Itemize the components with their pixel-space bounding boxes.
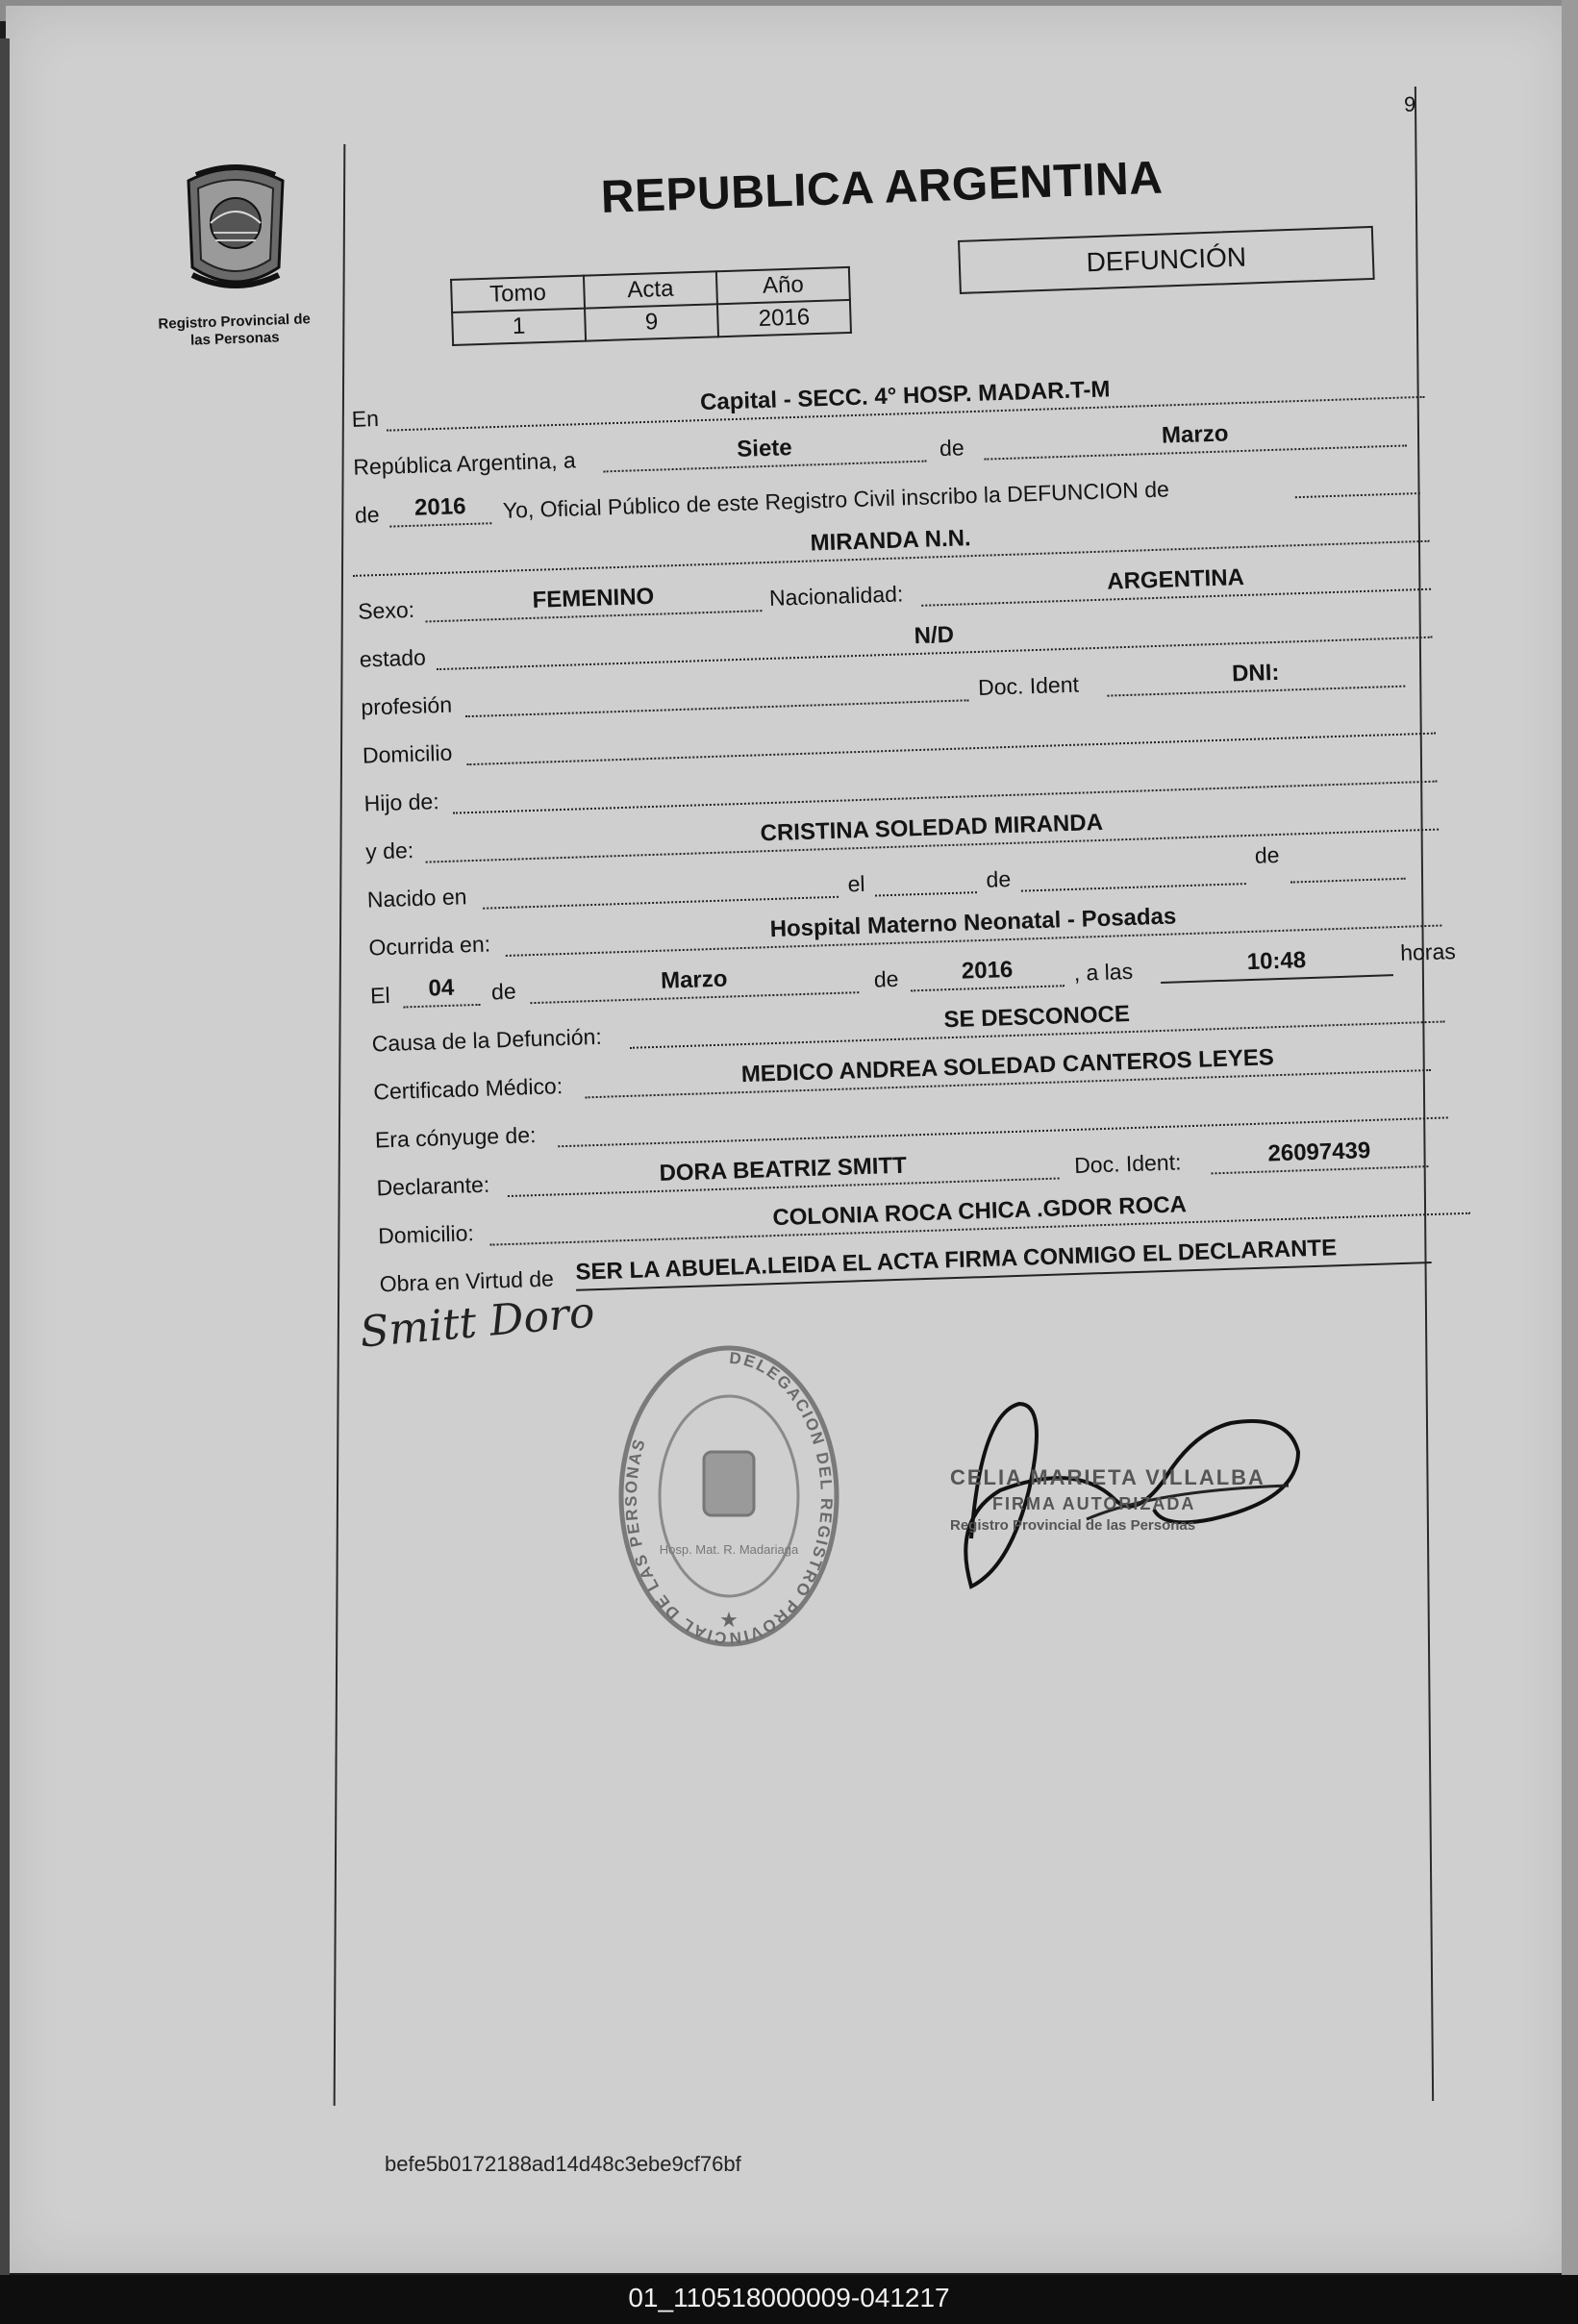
scan-left-edge [0,38,10,2279]
docident-label: Doc. Ident [977,671,1080,700]
official-signature-stamp [942,1375,1327,1606]
scan-right-edge [1562,0,1578,2279]
svg-text:★: ★ [719,1608,739,1632]
oficial-text: Yo, Oficial Público de este Registro Civil inscribo la DEFUNCION de [502,476,1170,523]
document-title: REPUBLICA ARGENTINA [600,152,1165,223]
de-label: de [939,435,965,462]
nacido-mes [1020,852,1246,892]
decl-doc-label: Doc. Ident: [1073,1149,1182,1178]
hora-value: 10:48 [1160,943,1393,984]
fecha-de2-label: de [873,965,899,992]
ocurrida-label: Ocurrida en: [368,931,491,961]
fecha-de-label: de [490,978,517,1005]
official-stamp-line2: FIRMA AUTORIZADA [992,1494,1196,1513]
causa-label: Causa de la Defunción: [371,1023,603,1057]
acta-header: Acta [584,271,717,308]
declarante-value: DORA BEATRIZ SMITT [507,1147,1060,1198]
seal-caption-line1: Registro Provincial de [158,311,312,333]
page-number: 9 [1404,92,1416,116]
de2-label: de [354,501,380,528]
hijo-label: Hijo de: [363,788,440,816]
stamp-inner-text: Hosp. Mat. R. Madariaga [659,1542,799,1557]
sexo-label: Sexo: [357,596,415,624]
profesion-value [464,668,969,717]
stamp-ring-text: DELEGACION DEL REGISTRO PROVINCIAL DE LAS PERSONAS [621,1348,837,1648]
en-label: En [351,405,380,432]
decl-domicilio-value: COLONIA ROCA CHICA .GDOR ROCA [488,1182,1470,1246]
footer-id: 01_110518000009-041217 [0,2275,1578,2324]
seal-caption [138,311,331,352]
ocurrida-value: Hospital Materno Neonatal - Posadas [505,894,1442,957]
en-value: Capital - SECC. 4° HOSP. MADAR.T-M [386,365,1425,432]
fecha-mes: Marzo [529,961,859,1004]
el-label: el [847,870,865,897]
declarante-label: Declarante: [376,1171,490,1201]
official-stamp-line1: CELIA MARIETA VILLALBA [950,1465,1265,1489]
document-hash: befe5b0172188ad14d48c3ebe9cf76bf [385,2152,741,2176]
decl-doc-value: 26097439 [1210,1135,1428,1174]
record-type-box: DEFUNCIÓN [958,226,1375,294]
nacido-de-label: de [986,865,1012,892]
anio-value: 2016 [717,300,851,337]
nacido-dia [874,861,977,896]
madre-value: CRISTINA SOLEDAD MIRANDA [425,798,1440,863]
conyuge-label: Era cónyuge de: [374,1122,537,1153]
obra-value: SER LA ABUELA.LEIDA EL ACTA FIRMA CONMIGO EL DECLARANTE [575,1231,1432,1291]
anio-header: Año [716,267,850,304]
alas-label: , a las [1073,958,1134,986]
republica-label: República Argentina, a [352,447,577,480]
fecha-dia: 04 [402,973,480,1009]
official-stamp-line3: Registro Provincial de las Personas [950,1517,1196,1534]
estado-value: N/D [436,606,1433,670]
oficial-blank [1294,462,1420,498]
anio-value: 2016 [388,491,491,527]
seal-caption-line2: las Personas [189,329,280,349]
sexo-value: FEMENINO [425,579,763,622]
register-table [450,266,852,346]
nacionalidad-label: Nacionalidad: [768,581,904,611]
decl-domicilio-label: Domicilio: [377,1220,475,1249]
tomo-header: Tomo [451,276,585,312]
yde-label: y de: [364,837,414,864]
nacionalidad-value: ARGENTINA [920,558,1431,607]
nombre-value: MIRANDA N.N. [352,510,1430,577]
horas-label: horas [1399,938,1457,965]
nacido-label: Nacido en [366,884,467,912]
causa-value: SE DESCONOCE [629,989,1445,1048]
profesion-label: profesión [361,691,453,720]
nacido-de2-label: de [1254,841,1280,868]
docident-value: DNI: [1106,655,1405,697]
fecha-anio: 2016 [910,954,1065,991]
registry-round-stamp [615,1342,842,1650]
nacido-lugar [482,865,839,910]
dia-value: Siete [603,430,927,473]
el2-label: El [369,982,390,1009]
tomo-value: 1 [452,309,586,345]
acta-value: 9 [585,304,718,340]
nacido-anio [1290,847,1406,884]
certificado-value: MEDICO ANDREA SOLEDAD CANTEROS LEYES [585,1038,1432,1098]
province-seal-icon [179,162,292,296]
obra-label: Obra en Virtud de [379,1265,555,1297]
domicilio-label: Domicilio [362,739,453,768]
declarante-signature: Smitt Doro [358,1287,597,1358]
mes-value: Marzo [983,413,1407,460]
death-record-form [346,333,1463,1310]
estado-label: estado [359,644,427,672]
certificado-label: Certificado Médico: [372,1073,564,1105]
